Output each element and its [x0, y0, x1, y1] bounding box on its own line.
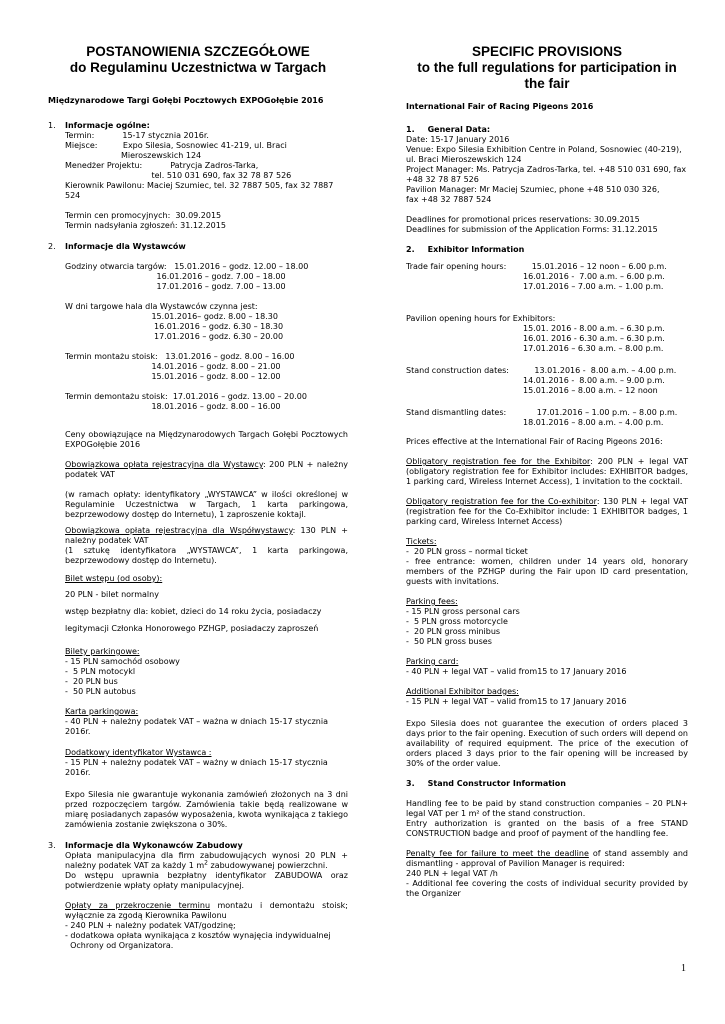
text-line: 14.01.2016 – godz. 8.00 – 21.00 [65, 362, 281, 371]
text-line [65, 201, 348, 211]
text-line: Termin nadsyłania zgłoszeń: 31.12.2015 [65, 221, 226, 230]
left-s3-number: 3. [48, 841, 56, 850]
left-tickets-free-1: wstęp bezpłatny dla: kobiet, dzieci do 14 roku życia, posiadaczy [65, 607, 322, 616]
text-line: 18.01.2016 – 8.00 a.m. – 4.00 p.m. [406, 418, 664, 427]
right-prices-intro: Prices effective at the International Fair of Racing Pigeons 2016: [406, 437, 663, 446]
left-section-3 [48, 841, 348, 951]
text-line: Termin cen promocyjnych: 30.09.2015 [65, 211, 222, 220]
text-line: 15.01. 2016 - 8.00 a.m. – 6.30 p.m. [406, 324, 665, 333]
left-subtitle: Międzynarodowe Targi Gołębi Pocztowych EXPOGołębie 2016 [48, 96, 324, 105]
right-s3-handling-fee: Handling fee to be paid by stand construction companies – 20 PLN+ legal VAT per 1 m² of the stand construction. [406, 799, 688, 818]
left-assembly-dates [48, 352, 348, 382]
left-expo-note: Expo Silesia nie gwarantuje wykonania zamówień złożonych na 3 dni przed rozpoczęciem targów. Zamówienia takie będą realizowane w miarę posiadanych zapasów wyposażenia, kwota wynikająca z takiego zamówienia zostanie zwiększona o 30%. [65, 790, 348, 829]
left-s2-number: 2. [48, 242, 56, 251]
left-s1-heading: Informacje ogólne: [65, 121, 150, 130]
right-tickets-list [406, 547, 691, 587]
text-line: Pavilion Manager: Mr Maciej Szumiec, phone +48 510 030 326, [406, 185, 660, 194]
left-tickets-free-2: legitymacji Członka Honorowego PZHGP, posiadaczy zaproszeń [65, 624, 319, 633]
text-line: 15.01.2016 – godz. 8.00 – 12.00 [65, 372, 281, 381]
text-line: fax +48 32 7887 524 [406, 195, 492, 204]
right-s3-penalty-lines [406, 869, 691, 899]
text-line: 17.01.2016 – godz. 7.00 – 13.00 [65, 282, 286, 291]
left-prices-intro: Ceny obowiązujące na Międzynarodowych Targach Gołębi Pocztowych EXPOGołębie 2016 [65, 430, 348, 449]
text-line: - 50 PLN autobus [65, 687, 136, 696]
text-line: Kierownik Pawilonu: Maciej Szumiec, tel. 32 7887 505, fax 32 7887 524 [65, 181, 336, 200]
right-coexhibitor-fee: Obligatory registration fee for the Co-exhibitor: 130 PLN + legal VAT (registration fee for the Co-Exhibitor include: 1 EXHIBITOR badges, 1 parking card, Wireless Internet Access) [406, 497, 688, 526]
left-hall-hours [48, 302, 348, 342]
text-line: - 20 PLN gross – normal ticket [406, 547, 528, 556]
right-parking-heading: Parking fees: [406, 597, 458, 606]
right-title-line-1: SPECIFIC PROVISIONS [471, 44, 623, 59]
text-line: Venue: Expo Silesia Exhibition Centre in Poland, Sosnowiec (40-219), [406, 145, 682, 154]
right-card-line: - 40 PLN + legal VAT – valid from15 to 17 January 2016 [406, 667, 627, 676]
text-line: Termin demontażu stoisk: 17.01.2016 – godz. 13.00 – 20.00 [65, 392, 307, 401]
right-s1-lines [406, 135, 688, 235]
left-s1-lines [48, 131, 348, 231]
text-line: - free entrance: women, children under 14 years old, honorary members of the PZHGP during the Fair upon ID card presentation, guests with invitations. [406, 557, 691, 586]
text-line: - 15 PLN gross personal cars [406, 607, 520, 616]
right-s1-heading: 1. General Data: [406, 125, 491, 134]
text-line: 16.01.2016 – godz. 6.30 – 18.30 [65, 322, 284, 331]
left-coexhibitor-fee-desc: (1 sztukę identyfikatora „WYSTAWCA”, 1 karta parkingowa, bezprzewodowy dostęp do Internetu). [65, 546, 348, 565]
left-coexhibitor-fee: Obowiązkowa opłata rejestracyjna dla Współwystawcy: 130 PLN + należny podatek VAT [65, 526, 349, 545]
right-title-line-2: to the full regulations for participation in [417, 60, 677, 75]
text-line: Deadlines for submission of the Application Forms: 31.12.2015 [406, 225, 658, 234]
text-line: ul. Braci Mieroszewskich 124 [406, 155, 522, 164]
text-line: Miejsce: Expo Silesia, Sosnowiec 41-219, ul. Braci [65, 141, 287, 150]
text-line: 16.01. 2016 - 6.30 a.m. – 6.30 p.m. [406, 334, 665, 343]
page-number: 1 [681, 963, 686, 974]
text-line: Termin: 15-17 stycznia 2016r. [65, 131, 209, 140]
left-tickets-normal: 20 PLN - bilet normalny [65, 590, 159, 599]
right-pavilion-hours [406, 314, 688, 354]
left-dismantling-dates [48, 392, 348, 412]
right-parking-list [406, 607, 688, 647]
text-line: Trade fair opening hours: 15.01.2016 – 12 noon – 6.00 p.m. [406, 262, 667, 271]
text-line: tel. 510 031 690, fax 32 78 87 526 [65, 171, 292, 180]
right-s3-penalty: Penalty fee for failure to meet the deadline of stand assembly and dismantling - approval of Pavilion Manager is required: [406, 849, 689, 868]
left-s3-handling-fee: Opłata manipulacyjna dla firm zabudowujących wynosi 20 PLN + należny podatek VAT za każdy 1 $m^2$ zabudowywanej powierzchni. [65, 851, 348, 870]
left-exhibitor-fee-desc: (w ramach opłaty: identyfikatory „WYSTAWCA” w ilości określonej w Regulaminie Uczestnictwa w Targach, 1 karta parkingowa, bezprzewodowy dostęp do Internetu), 1 zaproszenie koktajl. [65, 490, 348, 519]
text-line: Menedżer Projektu: Patrycja Zadros-Tarka, [65, 161, 259, 170]
right-title-line-3: the fair [524, 76, 570, 91]
left-s1-number: 1. [48, 121, 56, 130]
text-line: 18.01.2016 – godz. 8.00 – 16.00 [65, 402, 281, 411]
right-additional-badges-line: - 15 PLN + legal VAT – valid from15 to 17 January 2016 [406, 697, 627, 706]
text-line: W dni targowe hala dla Wystawców czynna jest: [65, 302, 258, 311]
right-tickets-heading: Tickets: [406, 537, 437, 546]
right-exhibitor-fee: Obligatory registration fee for the Exhibitor: 200 PLN + legal VAT (obligatory registration fee for Exhibitor includes: EXHIBITOR badges, 1 parking card, Wireless Internet Access), 1 invitation to the cocktail. [406, 457, 688, 486]
text-line: 15.01.2016 – 8.00 a.m. – 12 noon [406, 386, 658, 395]
text-line: - 240 PLN + należny podatek VAT/godzinę; [65, 921, 236, 930]
right-s3-heading: 3. Stand Constructor Information [406, 779, 566, 788]
text-line: Project Manager: Ms. Patrycja Zadros-Tarka, tel. +48 510 031 690, fax [406, 165, 687, 174]
left-s2-heading: Informacje dla Wystawców [65, 242, 186, 251]
text-line: Stand construction dates: 13.01.2016 - 8.00 a.m. – 4.00 p.m. [406, 366, 677, 375]
text-line: 240 PLN + legal VAT /h [406, 869, 498, 878]
text-line [406, 205, 688, 215]
right-s3-entry: Entry authorization is granted on the basis of a free STAND CONSTRUCTION badge and proof of payment of the handling fee. [406, 819, 688, 838]
left-additional-id-line: - 15 PLN + należny podatek VAT – ważny w dniach 15-17 stycznia 2016r. [65, 758, 328, 777]
right-subtitle: International Fair of Racing Pigeons 2016 [406, 102, 594, 111]
text-line: Pavilion opening hours for Exhibitors: [406, 314, 556, 323]
right-section-2 [406, 245, 691, 769]
text-line: - 5 PLN motocykl [65, 667, 136, 676]
text-line: Termin montażu stoisk: 13.01.2016 – godz. 8.00 – 16.00 [65, 352, 295, 361]
left-parking-heading: Bilety parkingowe: [65, 647, 140, 656]
text-line: - 50 PLN gross buses [406, 637, 492, 646]
left-parking-list [48, 657, 348, 697]
left-fair-hours [48, 262, 348, 292]
polish-column [48, 44, 348, 951]
text-line: Godziny otwarcia targów: 15.01.2016 – godz. 12.00 – 18.00 [65, 262, 309, 271]
right-expo-note: Expo Silesia does not guarantee the execution of orders placed 3 days prior to the fair opening. Execution of such orders will depend on availability of required equipment. The price of the execution of orders placed 3 days prior to the fair opening will be increased by 30% of the order value. [406, 719, 688, 768]
text-line: +48 32 78 87 526 [406, 175, 479, 184]
left-section-1 [48, 121, 348, 231]
left-section-2 [48, 242, 348, 830]
right-fair-hours [406, 262, 688, 292]
left-tickets-heading: Bilet wstępu (od osoby): [65, 574, 163, 583]
text-line: 16.01.2016 – godz. 7.00 – 18.00 [65, 272, 286, 281]
left-card-heading: Karta parkingowa: [65, 707, 139, 716]
text-line: 15.01.2016– godz. 8.00 – 18.30 [65, 312, 278, 321]
text-line: Date: 15-17 January 2016 [406, 135, 510, 144]
right-s2-heading: 2. Exhibitor Information [406, 245, 525, 254]
right-section-1 [406, 125, 688, 235]
left-title-line-1: POSTANOWIENIA SZCZEGÓŁOWE [86, 44, 310, 59]
left-additional-id-heading: Dodatkowy identyfikator Wystawca : [65, 748, 212, 757]
text-line: 17.01.2016 – 7.00 a.m. – 1.00 p.m. [406, 282, 664, 291]
text-line: Ochrony od Organizatora. [65, 941, 174, 950]
right-construction-dates [406, 366, 688, 396]
english-column [406, 44, 691, 899]
left-card-line: - 40 PLN + należny podatek VAT – ważna w dniach 15-17 stycznia 2016r. [65, 717, 328, 736]
text-line: Stand dismantling dates: 17.01.2016 – 1.00 p.m. – 8.00 p.m. [406, 408, 678, 417]
text-line: 17.01.2016 – 6.30 a.m. – 8.00 p.m. [406, 344, 664, 353]
left-s3-penalty-lines [48, 921, 348, 951]
left-exhibitor-fee: Obowiązkowa opłata rejestracyjna dla Wystawcy: 200 PLN + należny podatek VAT [65, 460, 348, 479]
right-section-3 [406, 779, 691, 899]
text-line: Deadlines for promotional prices reservations: 30.09.2015 [406, 215, 640, 224]
left-s3-penalty: Opłaty za przekroczenie terminu montażu i demontażu stoisk; wyłącznie za zgodą Kierownika Pawilonu [65, 901, 348, 920]
text-line: - 20 PLN bus [65, 677, 118, 686]
text-line: 16.01.2016 - 7.00 a.m. – 6.00 p.m. [406, 272, 665, 281]
right-card-heading: Parking card: [406, 657, 459, 666]
left-s3-heading: Informacje dla Wykonawców Zabudowy [65, 841, 243, 850]
text-line: 14.01.2016 - 8.00 a.m. – 9.00 p.m. [406, 376, 665, 385]
text-line: - 5 PLN gross motorcycle [406, 617, 508, 626]
text-line: 17.01.2016 – godz. 6.30 – 20.00 [65, 332, 284, 341]
text-line: - dodatkowa opłata wynikająca z kosztów wynajęcia indywidualnej [65, 931, 331, 940]
text-line: Mieroszewskich 124 [65, 151, 202, 160]
right-additional-badges-heading: Additional Exhibitor badges: [406, 687, 519, 696]
text-line: - Additional fee covering the costs of individual security provided by the Organizer [406, 879, 691, 898]
right-dismantling-dates [406, 408, 688, 428]
left-title-line-2: do Regulaminu Uczestnictwa w Targach [69, 60, 327, 75]
left-s3-entry: Do wstępu uprawnia bezpłatny identyfikator ZABUDOWA oraz potwierdzenie wpłaty opłaty manipulacyjnej. [65, 871, 348, 890]
text-line: - 15 PLN samochód osobowy [65, 657, 180, 666]
text-line: - 20 PLN gross minibus [406, 627, 501, 636]
